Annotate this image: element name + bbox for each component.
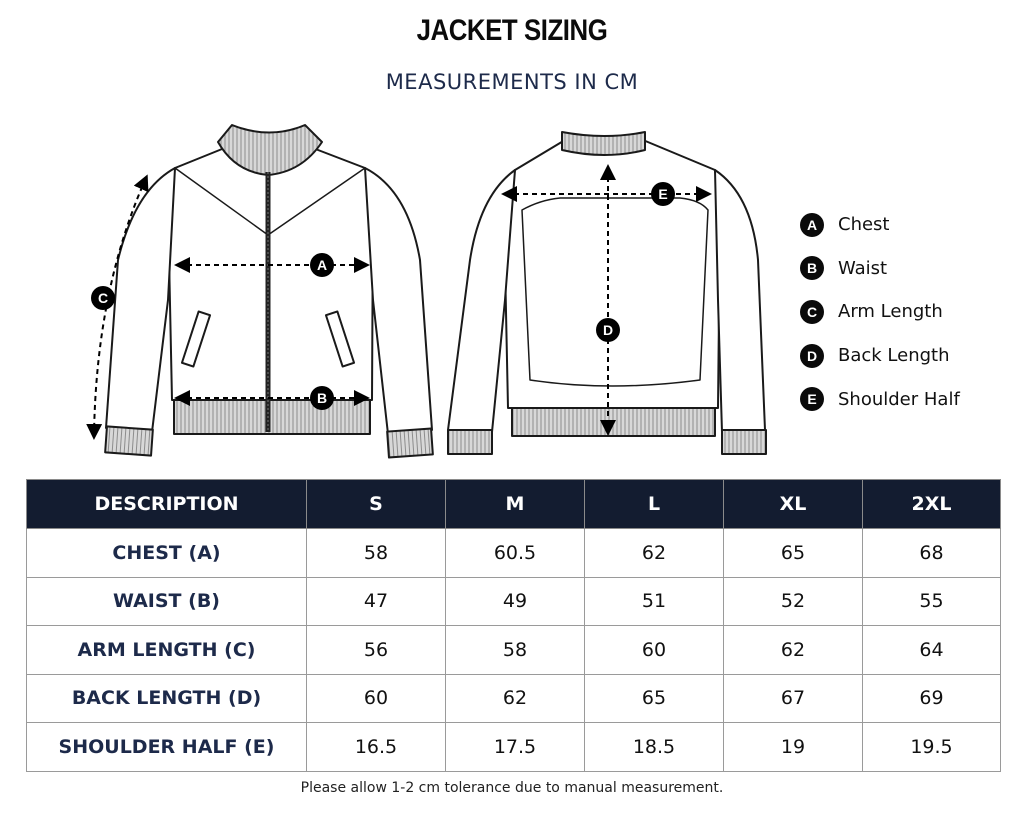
table-row	[27, 626, 1001, 675]
marker-a	[310, 253, 334, 277]
table-row	[27, 674, 1001, 723]
svg-text:A: A	[316, 257, 328, 273]
legend-label: Waist	[838, 257, 888, 279]
tolerance-footnote: Please allow 1-2 cm tolerance due to manual measurement.	[300, 780, 724, 796]
row-label: WAIST (B)	[27, 577, 307, 626]
table-header-row	[27, 480, 1001, 529]
legend-label: Back Length	[838, 345, 950, 367]
header-description: DESCRIPTION	[27, 480, 307, 529]
table-cell: 58	[307, 529, 446, 578]
table-cell: 65	[724, 529, 863, 578]
legend-label: Shoulder Half	[838, 388, 960, 410]
table-row	[27, 529, 1001, 578]
svg-text:B: B	[316, 390, 328, 406]
front-jacket-drawing	[105, 125, 433, 458]
page-title: JACKET SIZING	[416, 14, 608, 47]
table-cell: 62	[446, 674, 585, 723]
header-size-2xl: 2XL	[863, 480, 1001, 529]
marker-d	[596, 318, 620, 342]
table-cell: 17.5	[446, 723, 585, 772]
svg-text:D: D	[602, 322, 614, 338]
legend-item-shoulder-half	[800, 377, 1020, 421]
table-cell: 52	[724, 577, 863, 626]
table-cell: 49	[446, 577, 585, 626]
table-row	[27, 577, 1001, 626]
svg-text:E: E	[658, 186, 668, 202]
legend-label: Chest	[838, 214, 890, 236]
badge-e: E	[800, 387, 824, 411]
table-cell: 51	[585, 577, 724, 626]
row-label: BACK LENGTH (D)	[27, 674, 307, 723]
table-cell: 19	[724, 723, 863, 772]
table-cell: 56	[307, 626, 446, 675]
legend-item-chest	[800, 203, 1020, 247]
legend-item-arm-length	[800, 290, 1020, 334]
page-subtitle: MEASUREMENTS IN CM	[385, 70, 639, 94]
table-cell: 62	[724, 626, 863, 675]
table-row	[27, 723, 1001, 772]
marker-b	[310, 386, 334, 410]
badge-a: A	[800, 213, 824, 237]
jacket-illustration	[0, 110, 790, 465]
table-cell: 62	[585, 529, 724, 578]
svg-text:C: C	[97, 290, 109, 306]
legend-item-waist	[800, 247, 1020, 291]
header-size-l: L	[585, 480, 724, 529]
header-size-s: S	[307, 480, 446, 529]
header-size-m: M	[446, 480, 585, 529]
table-cell: 16.5	[307, 723, 446, 772]
badge-b: B	[800, 256, 824, 280]
table-cell: 64	[863, 626, 1001, 675]
table-cell: 19.5	[863, 723, 1001, 772]
table-cell: 55	[863, 577, 1001, 626]
badge-d: D	[800, 344, 824, 368]
table-cell: 67	[724, 674, 863, 723]
row-label: CHEST (A)	[27, 529, 307, 578]
table-cell: 68	[863, 529, 1001, 578]
legend-item-back-length	[800, 334, 1020, 378]
row-label: ARM LENGTH (C)	[27, 626, 307, 675]
table-cell: 60	[585, 626, 724, 675]
table-cell: 18.5	[585, 723, 724, 772]
header-size-xl: XL	[724, 480, 863, 529]
table-cell: 65	[585, 674, 724, 723]
size-table	[26, 479, 1001, 772]
legend-label: Arm Length	[838, 301, 943, 323]
badge-c: C	[800, 300, 824, 324]
table-cell: 58	[446, 626, 585, 675]
table-cell: 47	[307, 577, 446, 626]
marker-e	[651, 182, 675, 206]
row-label: SHOULDER HALF (E)	[27, 723, 307, 772]
table-cell: 60	[307, 674, 446, 723]
table-cell: 69	[863, 674, 1001, 723]
measurement-legend	[800, 203, 1020, 421]
marker-c	[91, 286, 115, 310]
table-cell: 60.5	[446, 529, 585, 578]
